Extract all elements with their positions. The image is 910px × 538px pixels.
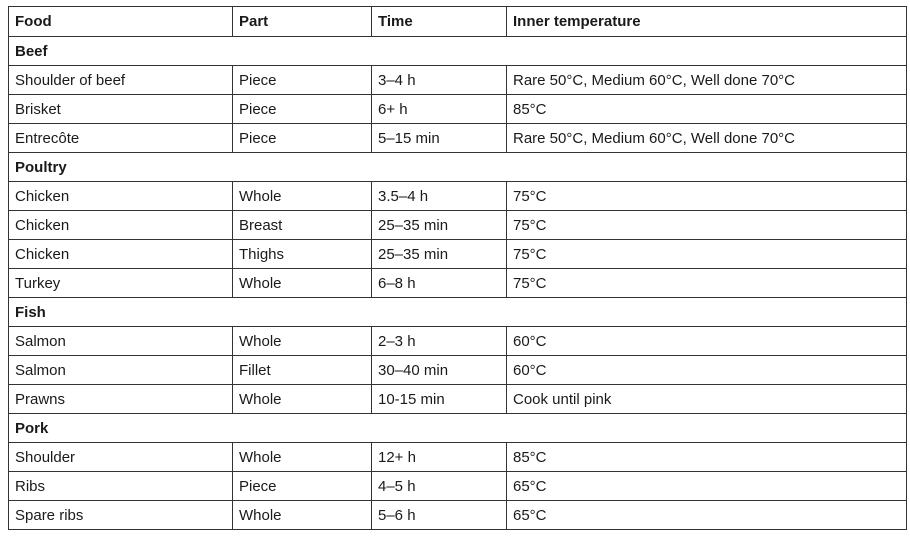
cell-food: Ribs: [9, 472, 233, 501]
cell-time: 6+ h: [372, 95, 507, 124]
section-row-fish: [9, 298, 907, 327]
cell-food: Chicken: [9, 240, 233, 269]
header-inner-temperature: Inner temperature: [507, 7, 907, 37]
table-row: [9, 66, 907, 95]
cell-time: 5–15 min: [372, 124, 507, 153]
table-row: [9, 269, 907, 298]
cell-part: Thighs: [233, 240, 372, 269]
section-title: Pork: [9, 414, 907, 443]
cell-time: 3–4 h: [372, 66, 507, 95]
cell-part: Fillet: [233, 356, 372, 385]
cell-part: Whole: [233, 182, 372, 211]
header-part: Part: [233, 7, 372, 37]
cell-time: 30–40 min: [372, 356, 507, 385]
cell-temperature: 65°C: [507, 501, 907, 530]
table-row: [9, 501, 907, 530]
cell-part: Piece: [233, 95, 372, 124]
cell-temperature: 65°C: [507, 472, 907, 501]
header-row: [9, 7, 907, 37]
section-title: Fish: [9, 298, 907, 327]
cell-temperature: 75°C: [507, 240, 907, 269]
cell-temperature: 60°C: [507, 356, 907, 385]
cell-part: Whole: [233, 501, 372, 530]
cell-food: Salmon: [9, 327, 233, 356]
cell-food: Shoulder: [9, 443, 233, 472]
cell-time: 25–35 min: [372, 240, 507, 269]
cell-time: 12+ h: [372, 443, 507, 472]
cell-food: Entrecôte: [9, 124, 233, 153]
cell-time: 2–3 h: [372, 327, 507, 356]
section-title: Beef: [9, 37, 907, 66]
section-row-pork: [9, 414, 907, 443]
cell-part: Piece: [233, 472, 372, 501]
cell-part: Piece: [233, 124, 372, 153]
section-row-poultry: [9, 153, 907, 182]
cell-food: Brisket: [9, 95, 233, 124]
cell-temperature: 85°C: [507, 95, 907, 124]
cell-temperature: Rare 50°C, Medium 60°C, Well done 70°C: [507, 124, 907, 153]
cell-time: 6–8 h: [372, 269, 507, 298]
cell-food: Prawns: [9, 385, 233, 414]
cell-temperature: 75°C: [507, 269, 907, 298]
section-row-beef: [9, 37, 907, 66]
header-time: Time: [372, 7, 507, 37]
table-row: [9, 95, 907, 124]
cell-time: 3.5–4 h: [372, 182, 507, 211]
cell-part: Whole: [233, 269, 372, 298]
cell-time: 5–6 h: [372, 501, 507, 530]
cell-part: Piece: [233, 66, 372, 95]
cell-part: Whole: [233, 385, 372, 414]
table-row: [9, 327, 907, 356]
cell-temperature: 85°C: [507, 443, 907, 472]
cell-food: Chicken: [9, 211, 233, 240]
cell-part: Whole: [233, 327, 372, 356]
cell-food: Turkey: [9, 269, 233, 298]
table-row: [9, 211, 907, 240]
cell-food: Spare ribs: [9, 501, 233, 530]
table-row: [9, 385, 907, 414]
table-row: [9, 240, 907, 269]
cell-food: Chicken: [9, 182, 233, 211]
cooking-times-table: [8, 6, 907, 530]
cell-temperature: 60°C: [507, 327, 907, 356]
cell-temperature: 75°C: [507, 182, 907, 211]
cell-temperature: Cook until pink: [507, 385, 907, 414]
cell-part: Whole: [233, 443, 372, 472]
header-food: Food: [9, 7, 233, 37]
cell-food: Shoulder of beef: [9, 66, 233, 95]
cell-temperature: 75°C: [507, 211, 907, 240]
cell-time: 25–35 min: [372, 211, 507, 240]
table-row: [9, 443, 907, 472]
table-row: [9, 124, 907, 153]
table-row: [9, 182, 907, 211]
cell-time: 10-15 min: [372, 385, 507, 414]
cell-food: Salmon: [9, 356, 233, 385]
cell-temperature: Rare 50°C, Medium 60°C, Well done 70°C: [507, 66, 907, 95]
table-row: [9, 472, 907, 501]
cooking-table-container: [8, 6, 906, 530]
section-title: Poultry: [9, 153, 907, 182]
table-row: [9, 356, 907, 385]
cell-time: 4–5 h: [372, 472, 507, 501]
cell-part: Breast: [233, 211, 372, 240]
